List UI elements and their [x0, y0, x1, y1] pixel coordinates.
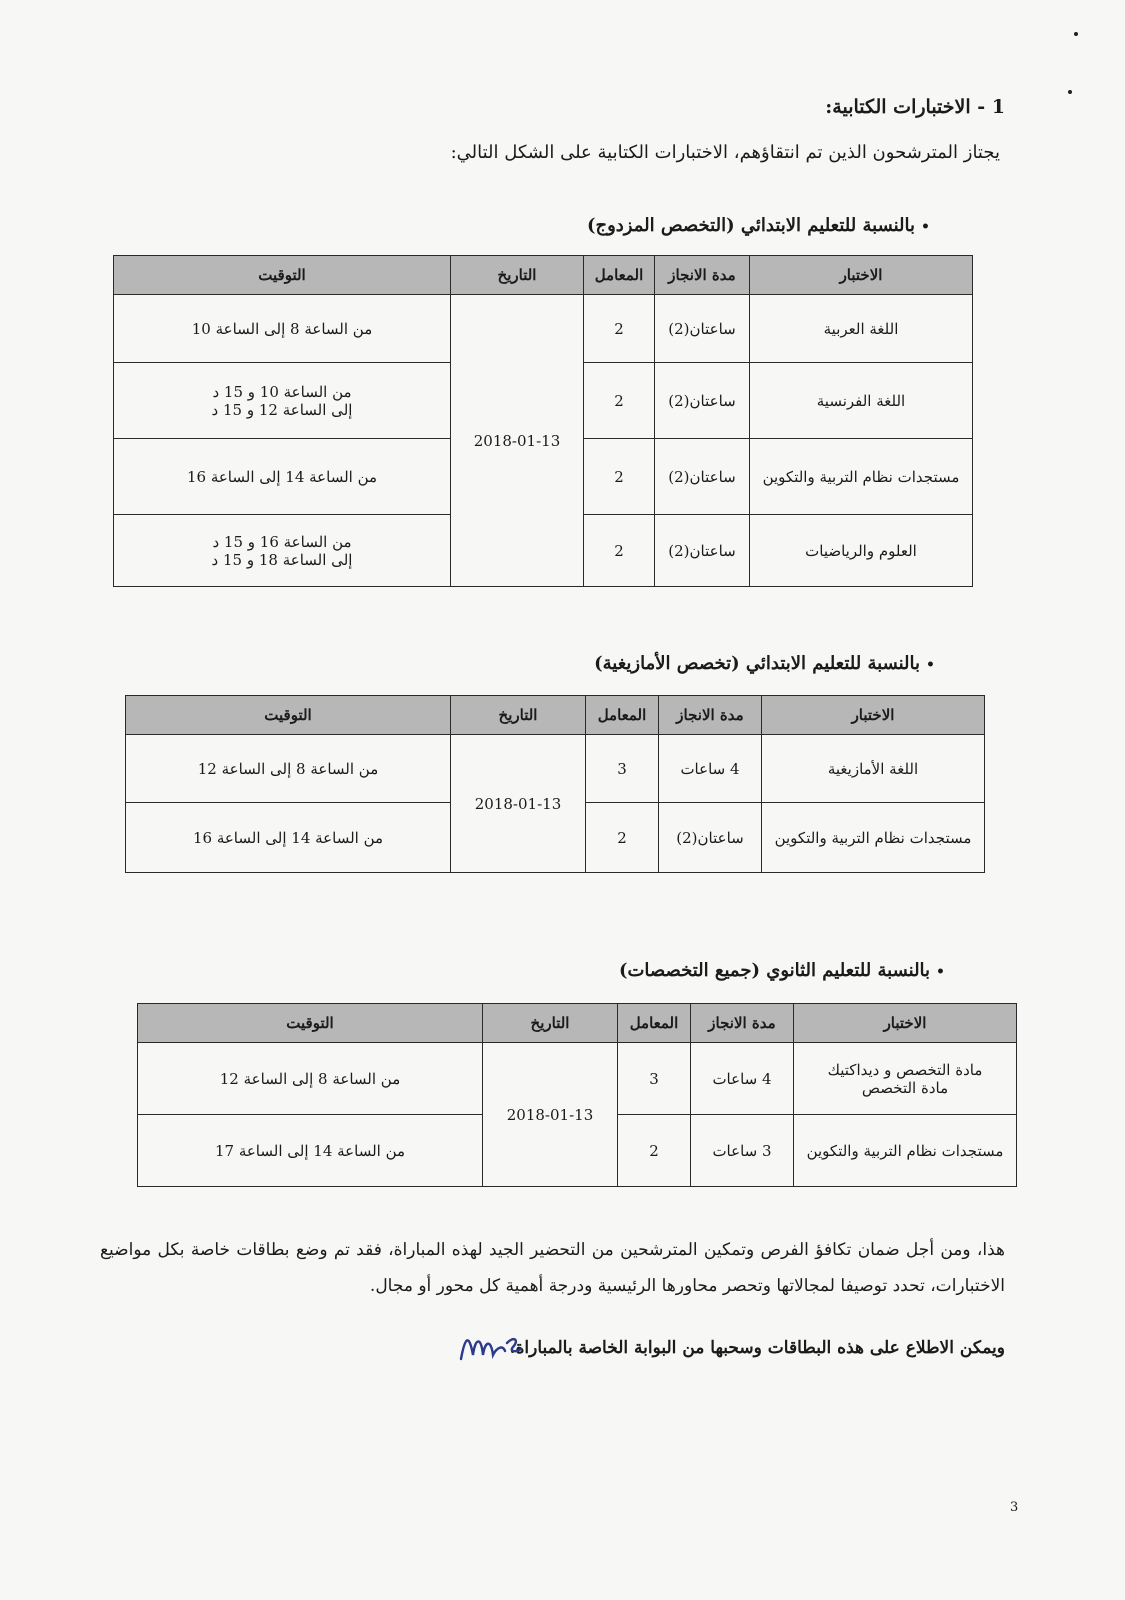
date-cell: 2018-01-13: [483, 1043, 618, 1187]
col-header-duration: مدة الانجاز: [691, 1004, 794, 1043]
col-header-exam: الاختبار: [794, 1004, 1017, 1043]
col-header-time: التوقيت: [114, 256, 451, 295]
exam-cell: مادة التخصص و ديداكتيك مادة التخصص: [794, 1043, 1017, 1115]
table-header-row: [114, 256, 973, 295]
scan-speck: [1068, 90, 1072, 94]
col-header-time: التوقيت: [138, 1004, 483, 1043]
duration-cell: ساعتان(2): [659, 803, 762, 873]
exam-table-primary-dual: [113, 255, 973, 587]
scan-speck: [1074, 32, 1078, 36]
exam-cell: مستجدات نظام التربية والتكوين: [750, 439, 973, 515]
date-cell: 2018-01-13: [451, 295, 584, 587]
coef-cell: 2: [584, 295, 655, 363]
table-header-row: [126, 696, 985, 735]
time-cell: من الساعة 8 إلى الساعة 12: [138, 1043, 483, 1115]
table-heading: •بالنسبة للتعليم الابتدائي (التخصص المزدوج): [586, 215, 930, 236]
coef-cell: 3: [586, 735, 659, 803]
closing-note: ويمكن الاطلاع على هذه البطاقات وسحبها من البوابة الخاصة بالمباراة.: [509, 1338, 1005, 1358]
table-row: [114, 295, 973, 363]
coef-cell: 2: [618, 1115, 691, 1187]
exam-cell: اللغة الأمازيغية: [762, 735, 985, 803]
col-header-exam: الاختبار: [750, 256, 973, 295]
bullet-icon: •: [921, 219, 930, 235]
date-cell: 2018-01-13: [451, 735, 586, 873]
table-row: [126, 735, 985, 803]
table-heading: •بالنسبة للتعليم الثانوي (جميع التخصصات): [618, 960, 945, 981]
table-row: [138, 1043, 1017, 1115]
col-header-coef: المعامل: [618, 1004, 691, 1043]
signature-image: [455, 1325, 525, 1370]
table-header-row: [138, 1004, 1017, 1043]
intro-text: يجتاز المترشحون الذين تم انتقاؤهم، الاختبارات الكتابية على الشكل التالي:: [450, 142, 1000, 163]
exam-cell: مستجدات نظام التربية والتكوين: [794, 1115, 1017, 1187]
time-cell: من الساعة 10 و 15 د إلى الساعة 12 و 15 د: [114, 363, 451, 439]
bullet-icon: •: [936, 964, 945, 980]
exam-cell: اللغة الفرنسية: [750, 363, 973, 439]
duration-cell: 4 ساعات: [691, 1043, 794, 1115]
col-header-date: التاريخ: [451, 696, 586, 735]
bullet-icon: •: [926, 657, 935, 673]
col-header-exam: الاختبار: [762, 696, 985, 735]
exam-table-primary-amazigh: [125, 695, 985, 873]
col-header-date: التاريخ: [483, 1004, 618, 1043]
coef-cell: 2: [584, 439, 655, 515]
exam-cell: اللغة العربية: [750, 295, 973, 363]
col-header-time: التوقيت: [126, 696, 451, 735]
col-header-duration: مدة الانجاز: [655, 256, 750, 295]
duration-cell: ساعتان(2): [655, 439, 750, 515]
exam-table-secondary: [137, 1003, 1017, 1187]
exam-cell: العلوم والرياضيات: [750, 515, 973, 587]
col-header-coef: المعامل: [584, 256, 655, 295]
time-cell: من الساعة 8 إلى الساعة 10: [114, 295, 451, 363]
coef-cell: 2: [586, 803, 659, 873]
time-cell: من الساعة 14 إلى الساعة 16: [126, 803, 451, 873]
col-header-coef: المعامل: [586, 696, 659, 735]
closing-paragraph: هذا، ومن أجل ضمان تكافؤ الفرص وتمكين المترشحين من التحضير الجيد لهذه المباراة، فقد تم وضع بطاقات خاصة بكل مواضيع الاختبارات، تحدد توصيفا لمجالاتها وتحصر محاورها الرئيسية ودرجة أهمية كل محور أو مجال.: [100, 1240, 1005, 1296]
col-header-duration: مدة الانجاز: [659, 696, 762, 735]
coef-cell: 3: [618, 1043, 691, 1115]
section-title: 1 - الاختبارات الكتابية:: [825, 96, 1005, 118]
exam-cell: مستجدات نظام التربية والتكوين: [762, 803, 985, 873]
time-cell: من الساعة 14 إلى الساعة 17: [138, 1115, 483, 1187]
duration-cell: 4 ساعات: [659, 735, 762, 803]
page-number: 3: [1010, 1500, 1019, 1515]
coef-cell: 2: [584, 363, 655, 439]
duration-cell: ساعتان(2): [655, 515, 750, 587]
table-heading: •بالنسبة للتعليم الابتدائي (تخصص الأمازيغية): [594, 653, 935, 674]
duration-cell: 3 ساعات: [691, 1115, 794, 1187]
time-cell: من الساعة 16 و 15 د إلى الساعة 18 و 15 د: [114, 515, 451, 587]
time-cell: من الساعة 14 إلى الساعة 16: [114, 439, 451, 515]
time-cell: من الساعة 8 إلى الساعة 12: [126, 735, 451, 803]
duration-cell: ساعتان(2): [655, 295, 750, 363]
coef-cell: 2: [584, 515, 655, 587]
col-header-date: التاريخ: [451, 256, 584, 295]
duration-cell: ساعتان(2): [655, 363, 750, 439]
